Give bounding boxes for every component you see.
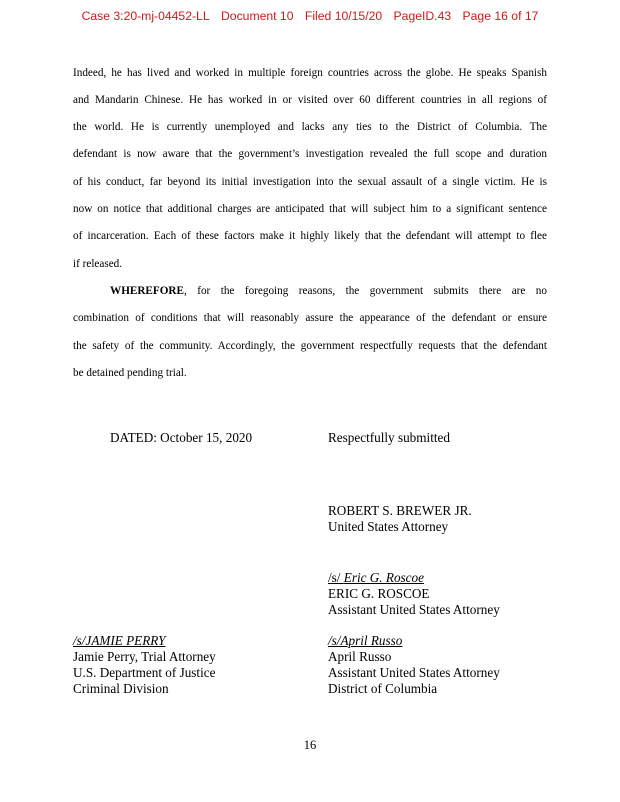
perry-dept: U.S. Department of Justice: [73, 665, 216, 680]
body-line: if released.: [73, 258, 123, 270]
filed-date: Filed 10/15/20: [304, 9, 383, 23]
document-number: Document 10: [221, 9, 294, 23]
body-line: be detained pending trial.: [73, 367, 187, 379]
russo-title: Assistant United States Attorney: [328, 665, 500, 680]
page-number: 16: [303, 738, 317, 752]
case-number: Case 3:20-mj-04452-LL: [81, 9, 210, 23]
brewer-name: ROBERT S. BREWER JR.: [328, 503, 472, 518]
perry-division: Criminal Division: [73, 681, 169, 696]
roscoe-signature: /s/ Eric G. Roscoe: [328, 570, 424, 585]
body-line: and Mandarin Chinese. He has worked in or visited over 60 different countries in all regions of: [73, 94, 547, 106]
perry-block: [73, 633, 216, 697]
perry-name: Jamie Perry, Trial Attorney: [73, 649, 216, 664]
case-header: [0, 9, 620, 23]
body-line: the world. He is currently unemployed and lacks any ties to the District of Columbia. The: [73, 121, 547, 133]
roscoe-name: ERIC G. ROSCOE: [328, 586, 430, 601]
brewer-title: United States Attorney: [328, 519, 449, 534]
roscoe-block: [328, 570, 500, 618]
russo-name: April Russo: [328, 649, 392, 664]
wherefore-bold: WHEREFORE: [110, 285, 184, 297]
respectfully-submitted: Respectfully submitted: [328, 430, 450, 445]
page-id: PageID.43: [393, 9, 452, 23]
wherefore-paragraph: [110, 284, 547, 298]
body-line: Indeed, he has lived and worked in multiple foreign countries across the globe. He speaks Spanish: [73, 67, 547, 79]
perry-signature: /s/JAMIE PERRY: [73, 633, 166, 648]
russo-block: [328, 633, 500, 697]
body-line: of his conduct, far beyond its initial investigation into the sexual assault of a single victim. He is: [73, 176, 547, 188]
russo-district: District of Columbia: [328, 681, 438, 696]
body-line: of incarceration. Each of these factors make it highly likely that the defendant will attempt to flee: [73, 230, 547, 242]
russo-signature: /s/April Russo: [328, 633, 403, 648]
dated-line: DATED: October 15, 2020: [110, 430, 253, 445]
body-line: defendant is now aware that the government’s investigation revealed the full scope and duration: [73, 148, 547, 160]
brewer-block: [328, 503, 472, 535]
page-of: Page 16 of 17: [462, 9, 539, 23]
roscoe-title: Assistant United States Attorney: [328, 602, 500, 617]
body-line: the safety of the community. Accordingly, the government respectfully requests that the defendant: [73, 340, 547, 352]
body-line: now on notice that additional charges are anticipated that will subject him to a significant sentence: [73, 203, 547, 215]
wherefore-rest: , for the foregoing reasons, the government submits there are no: [183, 285, 547, 297]
body-line: combination of conditions that will reasonably assure the appearance of the defendant or ensure: [73, 312, 547, 324]
